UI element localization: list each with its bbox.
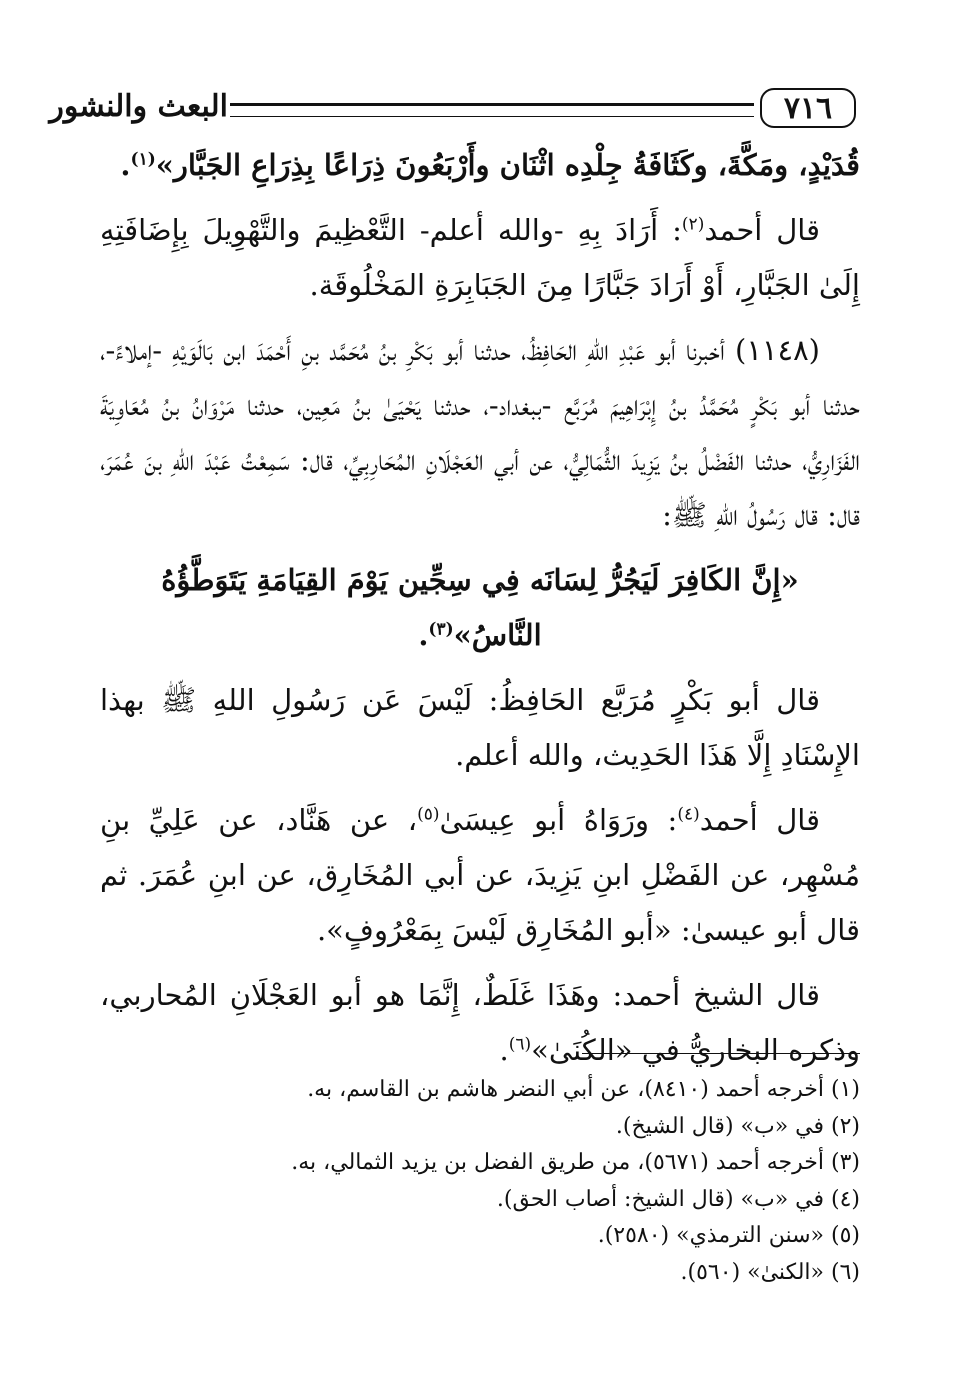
- footnote-separator: [582, 1053, 860, 1054]
- paragraph-1: [100, 138, 860, 193]
- hadith-quote: [100, 553, 860, 663]
- footnote-ref-4: (٤): [677, 804, 700, 825]
- paragraph-2: [100, 203, 860, 313]
- footnote-6: (٦) «الكنىٰ» (٥٦٠).: [680, 1259, 860, 1285]
- paragraph-7: [100, 968, 860, 1078]
- paragraph-2-lead: قال أحمد: [704, 213, 821, 247]
- footnote-3: (٣) أخرجه أحمد (٥٦٧١)، من طريق الفضل بن يزيد الثمالي، به.: [291, 1150, 860, 1175]
- paragraph-6-lead: قال أحمد: [699, 803, 820, 837]
- paragraph-5: قال أبو بَكْرٍ مُرَبَّع الحَافِظُ: لَيْسَ عَن رَسُولِ اللهِ ﷺ بهذا الإِسْنَادِ إِلَّا هَذَا الحَدِيث، والله أعلم.: [100, 683, 860, 772]
- header-rule: [230, 103, 754, 117]
- paragraph-6-text: ، عن هَنَّاد، عن عَلِيِّ بنِ مُسْهِر، عن الفَضْلِ ابنِ يَزِيدَ، عن أبي المُخَارِق، عن ابنِ عُمَرَ. ثم قال أبو عيسىٰ: «أبو المُخَارِق لَيْسَ بِمَعْرُوفٍ».: [100, 803, 860, 947]
- paragraph-3: (١١٤٨) أخبرنا أبو عَبْدِ اللهِ الحَافِظُ، حدثنا أبو بَكْرِ بنُ مُحَمَّد بنِ أَحْمَدَ ابن بَالَوَيْهِ -إملاءً-، حدثنا أبو بَكْرٍ مُحَمَّدُ بنُ إِبْرَاهِيمَ مُرَبَّع -ببغداد-، حدثنا يَحْيَىٰ بنُ مَعِين، حدثنا مَرْوَانُ بنُ مُعَاوِيَةَ الفَزَارِيُّ، حدثنا الفَضْلُ بنُ يَزِيدَ الثُّمَالِيُّ، عن أبي العَجْلَانِ المُحَارِبِيِّ، قال: سَمِعْتُ عَبْدَ اللهِ بنَ عُمَرَ، قال: قال رَسُولُ اللهِ ﷺ:: [100, 333, 860, 532]
- hadith-quote-text: «إِنَّ الكَافِرَ لَيَجُرُّ لِسَانَه فِي سِجِّين يَوْمَ القِيَامَةِ يَتَوَطَّؤُهُ النَّاسُ»: [161, 563, 799, 652]
- paragraph-7-text: قال الشيخ أحمد: وهَذَا غَلَطٌ، إِنَّمَا هو أبو العَجْلَانِ المُحاربي، وذكره البخاريُّ في «الكُنَىٰ»: [100, 978, 860, 1067]
- paragraph-7-end: .: [499, 1033, 509, 1067]
- page-header: [49, 84, 856, 132]
- footnote-ref-6: (٦): [508, 1034, 532, 1055]
- paragraph-1-text: قُدَيْدٍ، ومَكَّةَ، وكَثَافَةُ جِلْدِه اثْنَان وأَرْبَعُونَ ذِرَاعًا بِذِرَاعِ الجَبَّار»: [155, 148, 860, 182]
- footnote-5: (٥) «سنن الترمذي» (٢٥٨٠).: [597, 1223, 860, 1248]
- paragraph-2-text: : أَرَادَ بِهِ -والله أعلم- التَّعْظِيمَ والتَّهْوِيلَ بِإِضَافَتِهِ إِلَىٰ الجَبَّارِ، أَوْ أَرَادَ جَبَّارًا مِنَ الجَبَابِرَةِ المَخْلُوقَة.: [100, 213, 860, 302]
- page-number: ٧١٦: [760, 88, 856, 128]
- book-title: البعث والنشور: [49, 89, 228, 124]
- main-text: [100, 138, 860, 1088]
- footnotes: [160, 1072, 860, 1291]
- footnote-ref-1: (١): [130, 149, 156, 170]
- footnote-ref-2: (٢): [681, 214, 705, 235]
- footnote-2: (٢) في «ب» (قال الشيخ).: [615, 1113, 860, 1139]
- paragraph-1-end: .: [120, 148, 131, 182]
- footnote-ref-3: (٣): [428, 619, 454, 640]
- paragraph-6: [100, 793, 860, 958]
- paragraph-6-mid: : ورَوَاهُ أبو عِيسَىٰ: [439, 803, 678, 837]
- hadith-quote-end: .: [418, 618, 429, 652]
- footnote-4: (٤) في «ب» (قال الشيخ: أصاب الحق).: [496, 1186, 860, 1212]
- footnote-1: (١) أخرجه أحمد (٨٤١٠)، عن أبي النضر هاشم بن القاسم، به.: [307, 1077, 860, 1102]
- footnote-ref-5: (٥): [417, 804, 440, 825]
